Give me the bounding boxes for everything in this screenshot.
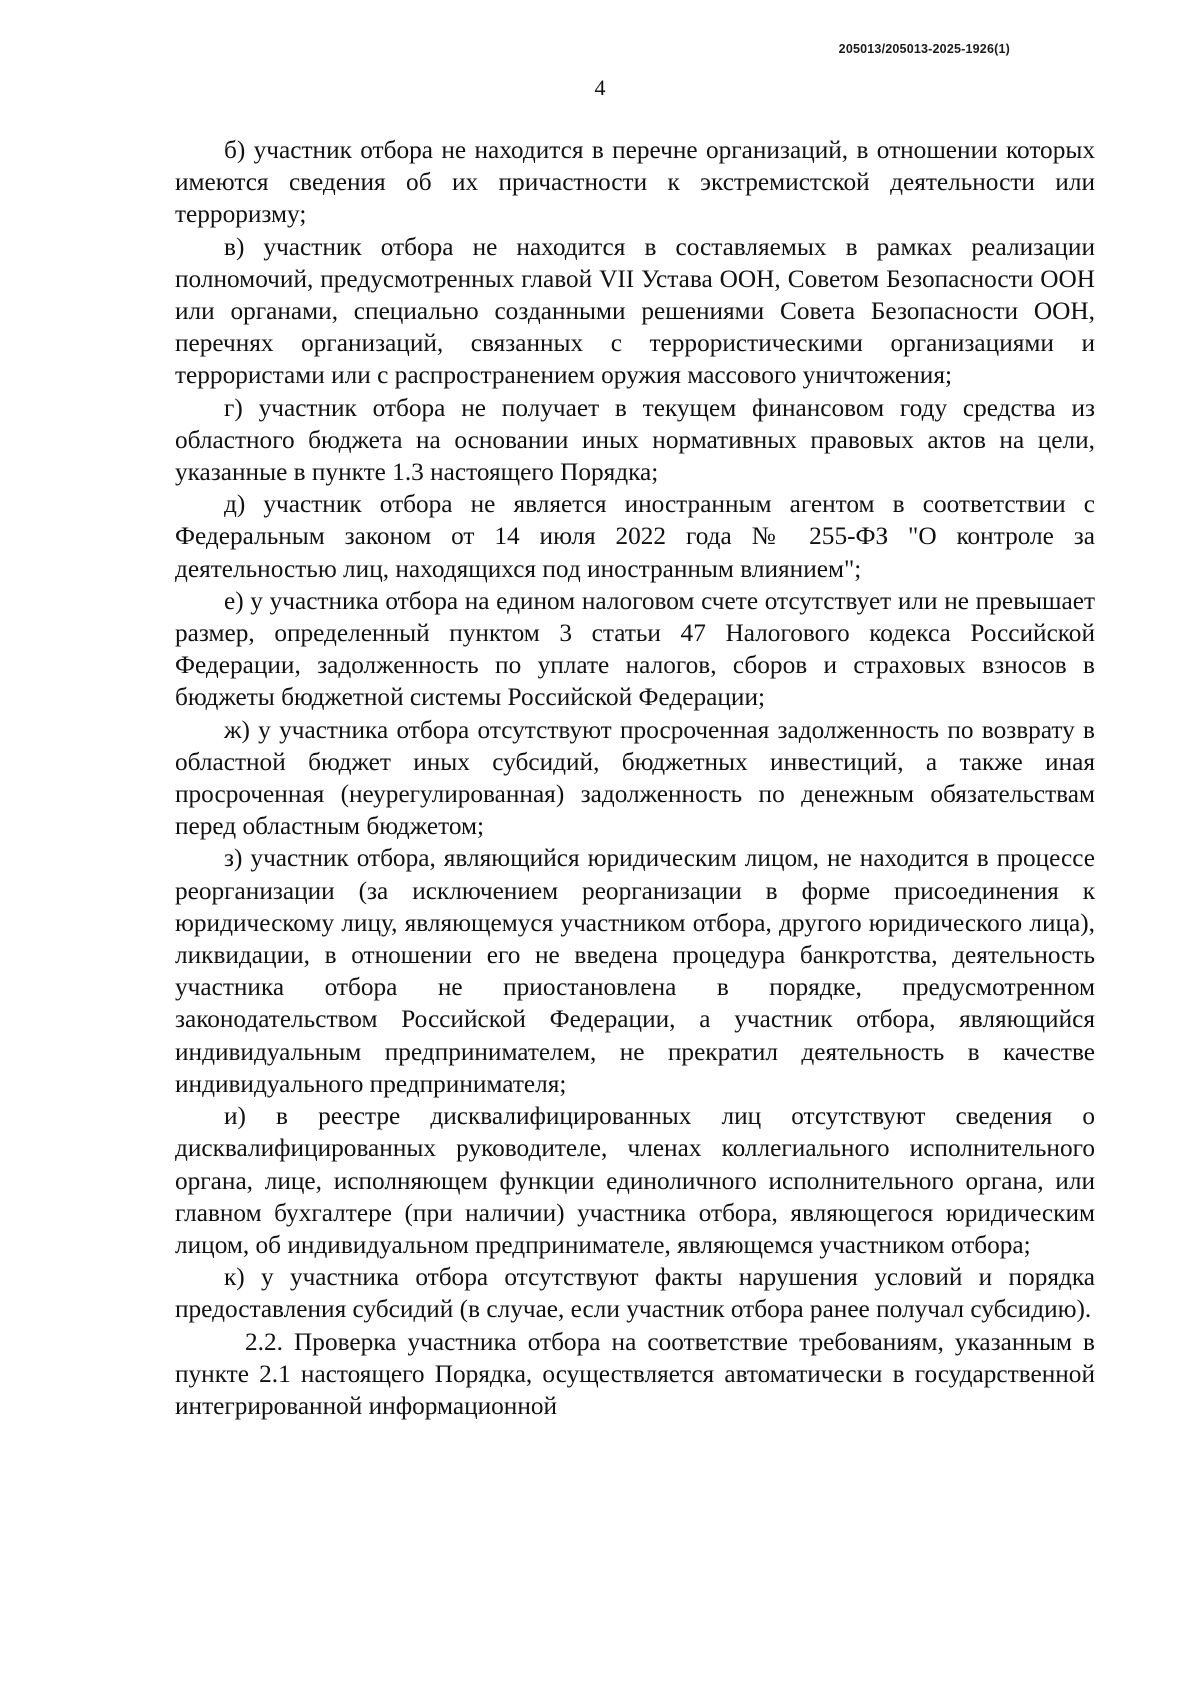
paragraph-2-2: 2.2. Проверка участника отбора на соответствие требованиям, указанным в пункте 2.1 настоящего Порядка, осуществляется автоматически в государственной интегрированной информационной — [175, 1327, 1095, 1420]
paragraph-b: б) участник отбора не находится в перечне организаций, в отношении которых имеются сведения об их причастности к экстремистской деятельности или терроризму; — [175, 136, 1095, 229]
paragraph-k: к) у участника отбора отсутствуют факты нарушения условий и порядка предоставления субсидий (в случае, если участник отбора ранее получал субсидию). — [175, 1263, 1095, 1324]
document-body — [175, 134, 1095, 1422]
paragraph-i: и) в реестре дисквалифицированных лиц отсутствуют сведения о дисквалифицированных руководителе, членах коллегиального исполнительного органа, лице, исполняющем функции единоличного исполнительного органа, или главном бухгалтере (при наличии) участника отбора, являющегося юридическим лицом, об индивидуальном предпринимателе, являющемся участником отбора; — [175, 1102, 1095, 1259]
paragraph-e: е) у участника отбора на едином налоговом счете отсутствует или не превышает размер, определенный пунктом 3 статьи 47 Налогового кодекса Российской Федерации, задолженность по уплате налогов, сборов и страховых взносов в бюджеты бюджетной системы Российской Федерации; — [175, 586, 1095, 712]
page-number: 4 — [594, 75, 606, 100]
paragraph-zh: ж) у участника отбора отсутствуют просроченная задолженность по возврату в областной бюджет иных субсидий, бюджетных инвестиций, а также иная просроченная (неурегулированная) задолженность по денежным обязательствам перед областным бюджетом; — [175, 715, 1095, 841]
paragraph-z: з) участник отбора, являющийся юридическим лицом, не находится в процессе реорганизации (за исключением реорганизации в форме присоединения к юридическому лицу, являющемуся участником отбора, другого юридического лица), ликвидации, в отношении его не введена процедура банкротства, деятельность участника отбора не приостановлена в порядке, предусмотренном законодательством Российской Федерации, а участник отбора, являющийся индивидуальным предпринимателем, не прекратил деятельность в качестве индивидуального предпринимателя; — [175, 844, 1095, 1098]
paragraph-g: г) участник отбора не получает в текущем финансовом году средства из областного бюджета на основании иных нормативных правовых актов на цели, указанные в пункте 1.3 настоящего Порядка; — [175, 393, 1095, 487]
paragraph-v: в) участник отбора не находится в составляемых в рамках реализации полномочий, предусмотренных главой VII Устава ООН, Советом Безопасности ООН или органами, специально созданными решениями Совета Безопасности ООН, перечнях организаций, связанных с террористическими организациями и террористами или с распространением оружия массового уничтожения; — [175, 232, 1095, 390]
document-registration-number: 205013/205013-2025-1926(1) — [838, 42, 1010, 56]
paragraph-d: д) участник отбора не является иностранным агентом в соответствии с Федеральным законом от 14 июля 2022 года № 255-ФЗ "О контроле за деятельностью лиц, находящихся под иностранным влиянием"; — [175, 490, 1095, 583]
